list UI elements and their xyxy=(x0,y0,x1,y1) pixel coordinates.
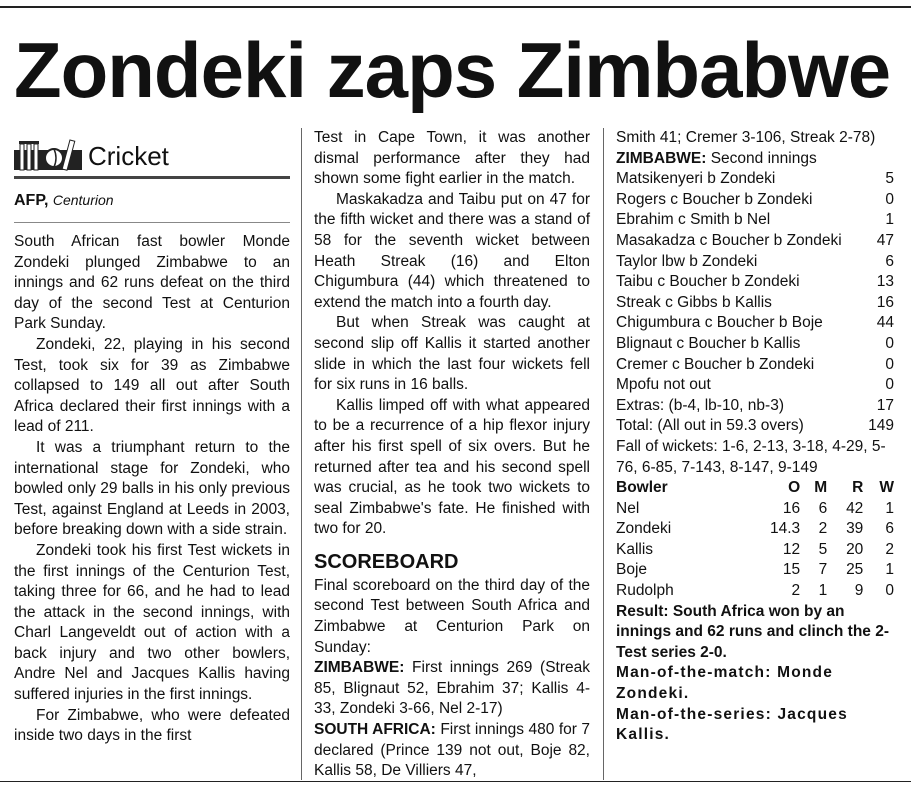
batting-row xyxy=(616,272,894,293)
bowling-row xyxy=(616,581,894,602)
paragraph: Zondeki took his first Test wickets in the first innings of the Centurion Test, taking three for 66, and he had to lead the attack in the second innings, with Charl Langeveldt out of action with a back injury and two other bowlers, Andre Nel and Jacques Kallis having suffered injuries in the first innings. xyxy=(14,541,290,704)
bowling-header: O xyxy=(788,479,801,497)
zim-first-innings xyxy=(314,658,590,720)
dismissal: Matsikenyeri b Zondeki xyxy=(616,170,776,188)
runs-conceded: 20 xyxy=(846,540,864,558)
batting-row xyxy=(616,355,894,376)
team-label: ZIMBABWE: xyxy=(616,149,707,167)
dismissal: Chigumbura c Boucher b Boje xyxy=(616,314,823,332)
man-of-the-series: Man-of-the-series: Jacques Kallis. xyxy=(616,705,848,744)
overs: 12 xyxy=(782,540,801,558)
bowler-name: Nel xyxy=(616,499,640,517)
runs: 0 xyxy=(885,190,894,208)
bowling-header: Bowler xyxy=(616,479,668,497)
scoreboard-intro: Final scoreboard on the third day of the second Test between South Africa and Zimbabwe at Centurion Park on Sunday: xyxy=(314,576,590,656)
byline-place: Centurion xyxy=(52,192,114,208)
bowling-header: W xyxy=(879,479,894,497)
runs: 0 xyxy=(885,334,894,352)
section-header xyxy=(14,132,290,172)
total-value: 149 xyxy=(868,417,894,435)
dismissal: Masakadza c Boucher b Zondeki xyxy=(616,231,842,249)
bowling-row xyxy=(616,560,894,581)
wickets: 6 xyxy=(885,520,894,538)
sa-first-innings xyxy=(314,720,590,782)
bowler-name: Rudolph xyxy=(616,582,674,600)
bowling-row xyxy=(616,519,894,540)
runs: 0 xyxy=(885,355,894,373)
article-column-1 xyxy=(14,128,290,747)
bowler-name: Zondeki xyxy=(616,520,672,538)
section-label: Cricket xyxy=(88,141,169,171)
bowling-header-row xyxy=(616,478,894,499)
dismissal: Blignaut c Boucher b Kallis xyxy=(616,334,801,352)
batting-row xyxy=(616,190,894,211)
bowling-table xyxy=(616,478,894,602)
runs: 16 xyxy=(876,293,894,311)
maidens: 5 xyxy=(818,540,828,558)
runs: 0 xyxy=(885,376,894,394)
article-column-3 xyxy=(616,128,894,746)
extras-label: Extras: (b-4, lb-10, nb-3) xyxy=(616,396,784,414)
total-row xyxy=(616,416,894,437)
column-divider xyxy=(603,128,604,780)
batting-row xyxy=(616,375,894,396)
wickets: 0 xyxy=(885,582,894,600)
total-label: Total: (All out in 59.3 overs) xyxy=(616,417,804,435)
wickets: 1 xyxy=(885,499,894,517)
batting-row xyxy=(616,231,894,252)
paragraph: Maskakadza and Taibu put on 47 for the fifth wicket and there was a stand of 58 for the seventh wicket between Heath Streak (16) and Elton Chigumbura (44) which threatened to extend the match into a fourth day. xyxy=(314,190,590,311)
paragraph: But when Streak was caught at second slip off Kallis it started another slide in which the last four wickets fell for six runs in 16 balls. xyxy=(314,314,590,394)
bowler-name: Boje xyxy=(616,561,648,579)
paragraph: For Zimbabwe, who were defeated inside two days in the first xyxy=(14,706,290,745)
bowling-row xyxy=(616,499,894,520)
man-of-the-match: Man-of-the-match: Monde Zondeki. xyxy=(616,664,834,703)
runs: 47 xyxy=(876,231,894,249)
bowling-row xyxy=(616,540,894,561)
dismissal: Rogers c Boucher b Zondeki xyxy=(616,190,813,208)
scoreboard-heading: SCOREBOARD xyxy=(314,550,459,573)
sa-first-innings-cont: Smith 41; Cremer 3-106, Streak 2-78) xyxy=(616,129,876,146)
runs-conceded: 25 xyxy=(846,561,864,579)
paragraph: South African fast bowler Monde Zondeki plunged Zimbabwe to an innings and 62 runs defeat on the third day of the second Test at Centurion Park Sunday. xyxy=(14,233,290,333)
runs: 44 xyxy=(876,314,894,332)
paragraph: Test in Cape Town, it was another dismal performance after they had shown some fight earlier in the match. xyxy=(314,129,590,188)
article-column-2 xyxy=(314,128,590,782)
paragraph: Kallis limped off with what appeared to be a recurrence of a hip flexor injury after his first spell of six overs. But he returned after tea and his second spell was crucial, as he took two wickets to seal Zimbabwe's fate. He finished with two for 20. xyxy=(314,396,590,538)
runs: 5 xyxy=(885,170,894,188)
byline-agency: AFP, xyxy=(14,192,49,209)
runs: 13 xyxy=(876,273,894,291)
maidens: 7 xyxy=(818,561,828,579)
byline xyxy=(14,189,290,212)
batting-row xyxy=(616,313,894,334)
match-result: Result: South Africa won by an innings and 62 runs and clinch the 2-Test series 2-0. xyxy=(616,602,890,661)
dismissal: Streak c Gibbs b Kallis xyxy=(616,293,772,311)
overs: 14.3 xyxy=(769,520,801,538)
batting-row xyxy=(616,252,894,273)
overs: 15 xyxy=(782,561,801,579)
dismissal: Taibu c Boucher b Zondeki xyxy=(616,273,800,291)
runs: 6 xyxy=(885,252,894,270)
innings-text: First innings 480 for 7 declared (Prince 139 not out, Boje 82, Kallis 58, De Villiers 47, xyxy=(314,721,590,780)
batting-row xyxy=(616,169,894,190)
innings-text: Second innings xyxy=(706,149,817,167)
batting-row xyxy=(616,210,894,231)
maidens: 2 xyxy=(818,520,828,538)
overs: 2 xyxy=(791,582,801,600)
batting-row xyxy=(616,293,894,314)
runs-conceded: 39 xyxy=(846,520,864,538)
dismissal: Ebrahim c Smith b Nel xyxy=(616,211,771,229)
bowler-name: Kallis xyxy=(616,540,654,558)
section-rule xyxy=(14,176,290,179)
headline: Zondeki zaps Zimbabwe xyxy=(14,26,891,114)
batting-row xyxy=(616,334,894,355)
bowling-header: R xyxy=(852,479,864,497)
maidens: 6 xyxy=(818,499,828,517)
paragraph: It was a triumphant return to the international stage for Zondeki, who bowled only 29 balls in his only previous Test, against England at Leeds in 2003, before breaking down with a side strain. xyxy=(14,438,290,539)
batting-list xyxy=(616,169,894,437)
team-label: SOUTH AFRICA: xyxy=(314,721,436,739)
fall-of-wickets: Fall of wickets: 1-6, 2-13, 3-18, 4-29, 5-76, 6-85, 7-143, 8-147, 9-149 xyxy=(616,437,886,476)
top-rule xyxy=(0,6,911,8)
byline-rule xyxy=(14,222,290,223)
wickets: 2 xyxy=(885,540,894,558)
dismissal: Taylor lbw b Zondeki xyxy=(616,252,758,270)
runs-conceded: 9 xyxy=(854,582,864,600)
runs-conceded: 42 xyxy=(846,499,864,517)
bowling-header: M xyxy=(814,479,828,497)
dismissal: Cremer c Boucher b Zondeki xyxy=(616,355,815,373)
cricket-stumps-icon xyxy=(14,136,82,172)
extras-value: 17 xyxy=(876,396,894,414)
extras-row xyxy=(616,396,894,417)
dismissal: Mpofu not out xyxy=(616,376,711,394)
zim-second-innings-header xyxy=(616,149,894,170)
innings-text: First innings 269 (Streak 85, Blignaut 52, Ebrahim 37; Kallis 4-33, Zondeki 3-66, Nel 2-17) xyxy=(314,659,590,718)
maidens: 1 xyxy=(818,582,828,600)
team-label: ZIMBABWE: xyxy=(314,659,405,677)
overs: 16 xyxy=(782,499,801,517)
column-divider xyxy=(301,128,302,780)
bottom-rule xyxy=(0,781,911,782)
wickets: 1 xyxy=(885,561,894,579)
runs: 1 xyxy=(885,211,894,229)
paragraph: Zondeki, 22, playing in his second Test, took six for 39 as Zimbabwe collapsed to 149 all out after South Africa declared their first innings with a lead of 211. xyxy=(14,335,290,436)
